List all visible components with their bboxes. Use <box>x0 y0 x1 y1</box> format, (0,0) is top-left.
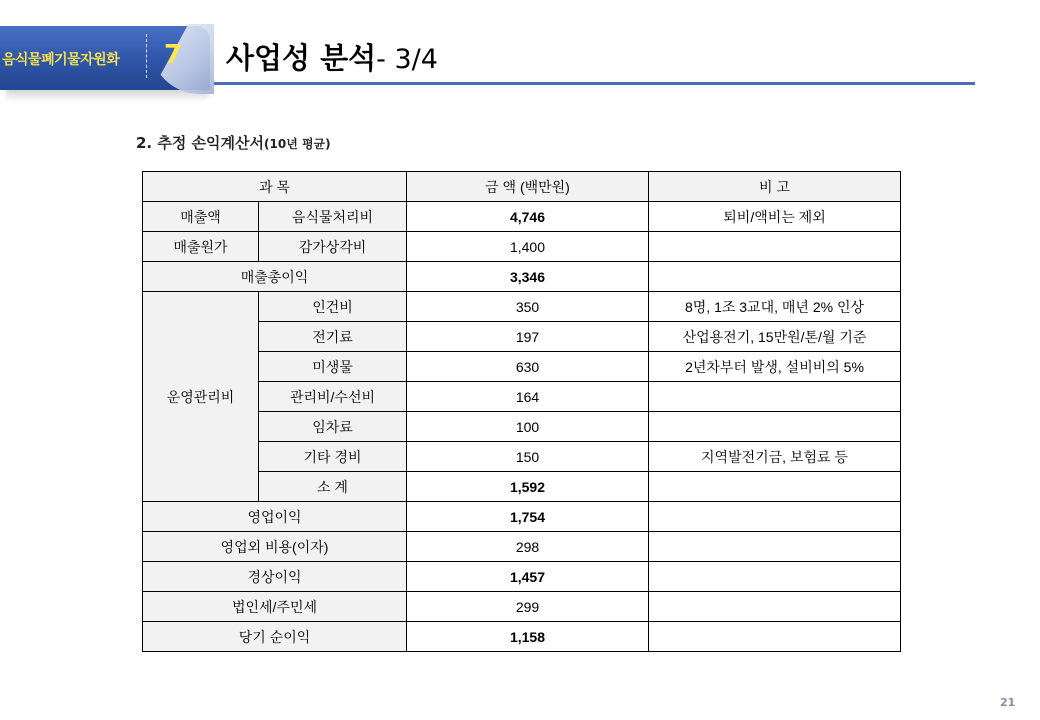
row-note <box>649 502 901 532</box>
table-row <box>143 502 901 532</box>
row-amount: 1,754 <box>407 502 649 532</box>
row-note: 지역발전기금, 보험료 등 <box>649 442 901 472</box>
row-amount: 298 <box>407 532 649 562</box>
table-row <box>143 592 901 622</box>
row-note <box>649 472 901 502</box>
income-statement-table <box>142 171 901 652</box>
row-note: 8명, 1조 3교대, 매년 2% 인상 <box>649 292 901 322</box>
row-category-opex: 운영관리비 <box>143 292 259 502</box>
table-row <box>143 562 901 592</box>
header-cell-note: 비 고 <box>649 172 901 202</box>
page-title-main: 사업성 분석 <box>226 41 377 75</box>
page-number: 21 <box>1000 696 1016 709</box>
row-subitem: 감가상각비 <box>259 232 407 262</box>
row-note: 2년차부터 발생, 설비비의 5% <box>649 352 901 382</box>
section-heading <box>136 132 331 153</box>
row-amount: 3,346 <box>407 262 649 292</box>
row-amount: 350 <box>407 292 649 322</box>
section-name: 음식물폐기물자원화 <box>2 52 120 68</box>
table-row <box>143 622 901 652</box>
page-title-suffix: - 3/4 <box>376 44 438 75</box>
row-subitem: 임차료 <box>259 412 407 442</box>
row-label: 매출총이익 <box>143 262 407 292</box>
row-label: 영업이익 <box>143 502 407 532</box>
row-subitem: 인건비 <box>259 292 407 322</box>
row-note <box>649 622 901 652</box>
row-subitem: 전기료 <box>259 322 407 352</box>
row-subitem: 소 계 <box>259 472 407 502</box>
row-amount: 299 <box>407 592 649 622</box>
row-amount: 197 <box>407 322 649 352</box>
row-note: 산업용전기, 15만원/톤/월 기준 <box>649 322 901 352</box>
table-row <box>143 262 901 292</box>
row-amount: 630 <box>407 352 649 382</box>
row-amount: 100 <box>407 412 649 442</box>
row-category: 매출원가 <box>143 232 259 262</box>
row-category: 매출액 <box>143 202 259 232</box>
row-note <box>649 412 901 442</box>
table-row <box>143 292 901 322</box>
tab-divider <box>146 34 147 78</box>
row-amount: 164 <box>407 382 649 412</box>
row-subitem: 기타 경비 <box>259 442 407 472</box>
row-label: 영업외 비용(이자) <box>143 532 407 562</box>
header-cell-amount: 금 액 (백만원) <box>407 172 649 202</box>
row-amount: 1,158 <box>407 622 649 652</box>
row-label: 경상이익 <box>143 562 407 592</box>
table-row <box>143 202 901 232</box>
row-amount: 150 <box>407 442 649 472</box>
row-amount: 1,592 <box>407 472 649 502</box>
title-underline <box>214 82 975 85</box>
table-row <box>143 532 901 562</box>
row-note <box>649 382 901 412</box>
row-note <box>649 232 901 262</box>
table-header-row <box>143 172 901 202</box>
section-heading-main: 2. 추정 손익계산서 <box>136 134 265 152</box>
row-amount: 4,746 <box>407 202 649 232</box>
row-subitem: 미생물 <box>259 352 407 382</box>
row-label: 당기 순이익 <box>143 622 407 652</box>
row-note <box>649 532 901 562</box>
page-title <box>226 36 438 77</box>
table-row <box>143 232 901 262</box>
row-subitem: 관리비/수선비 <box>259 382 407 412</box>
section-number: 7 <box>164 40 183 70</box>
row-note: 퇴비/액비는 제외 <box>649 202 901 232</box>
row-amount: 1,457 <box>407 562 649 592</box>
row-label: 법인세/주민세 <box>143 592 407 622</box>
row-note <box>649 262 901 292</box>
row-note <box>649 592 901 622</box>
row-note <box>649 562 901 592</box>
row-subitem: 음식물처리비 <box>259 202 407 232</box>
row-amount: 1,400 <box>407 232 649 262</box>
header-cell-item: 과 목 <box>143 172 407 202</box>
section-heading-note: (10년 평균) <box>264 137 331 151</box>
